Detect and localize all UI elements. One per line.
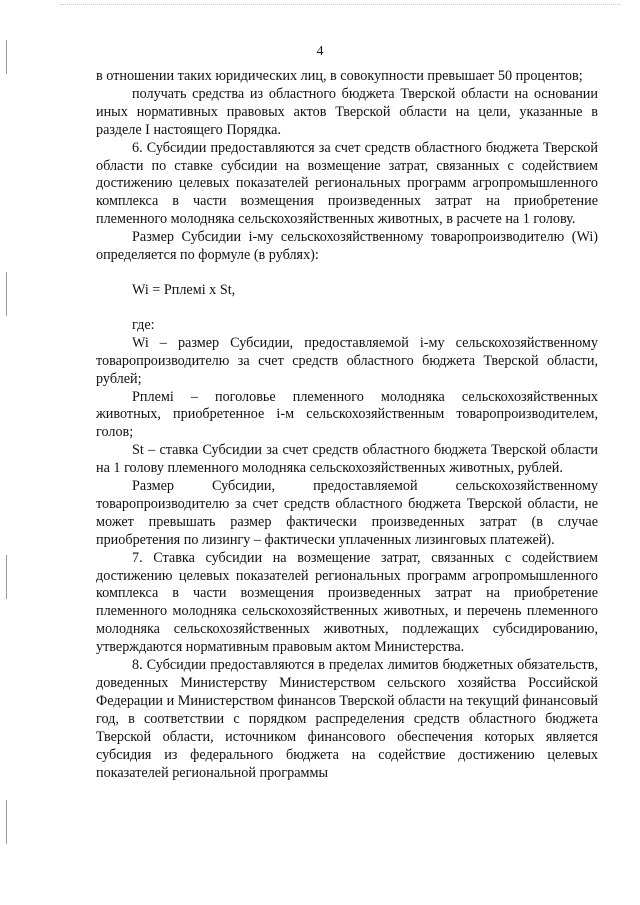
- page-number: 4: [316, 44, 324, 59]
- binding-margin-mark: [6, 800, 7, 844]
- paragraph: Размер Субсидии i-му сельскохозяйственному товаропроизводителю (Wi) определяется по формуле (в рублях):: [96, 229, 598, 264]
- definition-st: St – ставка Субсидии за счет средств областного бюджета Тверской области на 1 голову племенного молодняка сельскохозяйственных животных, рублей.: [96, 442, 598, 477]
- paragraph: в отношении таких юридических лиц, в совокупности превышает 50 процентов;: [96, 68, 583, 84]
- binding-margin-mark: [6, 555, 7, 599]
- document-body: [96, 68, 598, 782]
- paragraph: получать средства из областного бюджета Тверской области на основании иных нормативных правовых актов Тверской области на цели, указанные в разделе I настоящего Порядка.: [96, 85, 598, 138]
- paragraph-item-7: 7. Ставка субсидии на возмещение затрат, связанных с содействием достижению целевых показателей региональных программ агропромышленного комплекса в части возмещения произведенных затрат на приобретение племенного молодняка сельскохозяйственных животных, и перечень племенного молодняка сельскохозяйственных животных, подлежащих субсидированию, утверждаются нормативным правовым актом Министерства.: [96, 549, 598, 656]
- scan-edge-artifact: [60, 4, 620, 7]
- paragraph-item-8: 8. Субсидии предоставляются в пределах лимитов бюджетных обязательств, доведенных Министерству Министерством сельского хозяйства Российской Федерации и Министерством финансов Тверской области на текущий финансовый год, в соответствии с порядком распределения средств областного бюджета Тверской области, источником финансового обеспечения которых является субсидия из федерального бюджета на содействие достижению целевых показателей региональной программы: [96, 657, 598, 781]
- paragraph: Размер Субсидии, предоставляемой сельскохозяйственному товаропроизводителю за счет средств областного бюджета Тверской области, не может превышать размер фактически произведенных затрат (в случае приобретения по лизингу – фактически уплаченных лизинговых платежей).: [96, 478, 598, 548]
- paragraph-item-6: 6. Субсидии предоставляются за счет средств областного бюджета Тверской области по ставке субсидии на возмещение затрат, связанных с содействием достижению целевых показателей региональных программ агропромышленного комплекса в части возмещения произведенных затрат на приобретение племенного молодняка сельскохозяйственных животных, в расчете на 1 голову.: [96, 139, 598, 228]
- where-label: где:: [132, 316, 155, 333]
- definition-rplem: Рплемi – поголовье племенного молодняка сельскохозяйственных животных, приобретенное i-м сельскохозяйственным товаропроизводителем, голов;: [96, 388, 598, 441]
- formula: Wi = Рплемi x St,: [132, 281, 236, 298]
- binding-margin-mark: [6, 272, 7, 316]
- definition-wi: Wi – размер Субсидии, предоставляемой i-му сельскохозяйственному товаропроизводителю за счет средств областного бюджета Тверской области, рублей;: [96, 334, 598, 387]
